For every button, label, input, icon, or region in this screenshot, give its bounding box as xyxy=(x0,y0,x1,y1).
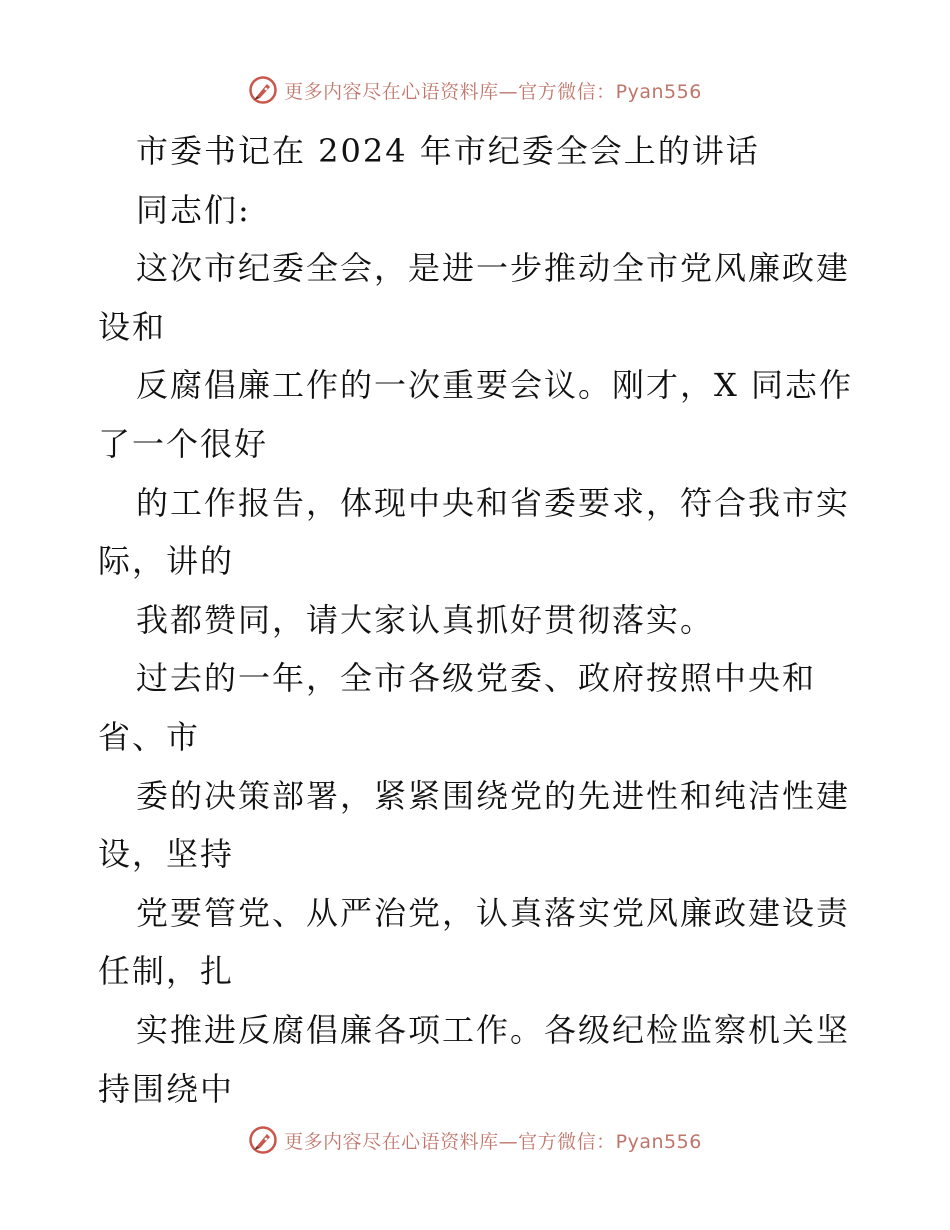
footer-banner xyxy=(0,1122,950,1158)
text-line: 反腐倡廉工作的一次重要会议。刚才，X 同志作 xyxy=(136,366,853,405)
text-line: 委的决策部署，紧紧围绕党的先进性和纯洁性建 xyxy=(136,776,851,815)
pen-nib-logo-icon xyxy=(248,75,278,105)
document-body xyxy=(98,122,858,1118)
text-line: 持围绕中 xyxy=(98,1069,235,1108)
text-line: 设和 xyxy=(98,307,167,346)
text-line: 实推进反腐倡廉各项工作。各级纪检监察机关坚 xyxy=(136,1010,851,1049)
header-banner-text: 更多内容尽在心语资料库—官方微信：Pyan556 xyxy=(284,80,702,103)
pen-nib-logo-icon xyxy=(248,1125,278,1155)
text-line: 的工作报告，体现中央和省委要求，符合我市实 xyxy=(136,483,851,522)
footer-banner-text: 更多内容尽在心语资料库—官方微信：Pyan556 xyxy=(284,1130,702,1153)
text-line: 省、市 xyxy=(98,717,201,756)
header-banner xyxy=(0,72,950,108)
text-line: 任制，扎 xyxy=(98,952,235,991)
document-title: 市委书记在 2024 年市纪委全会上的讲话 xyxy=(136,132,760,170)
text-line: 我都赞同，请大家认真抓好贯彻落实。 xyxy=(136,600,715,639)
text-line: 际，讲的 xyxy=(98,542,235,581)
text-line: 设，坚持 xyxy=(98,835,235,874)
text-line: 党要管党、从严治党，认真落实党风廉政建设责 xyxy=(136,893,851,932)
text-line: 同志们: xyxy=(136,190,251,229)
text-line: 这次市纪委全会，是进一步推动全市党风廉政建 xyxy=(136,249,851,288)
text-line: 过去的一年，全市各级党委、政府按照中央和 xyxy=(136,659,817,698)
text-line: 了一个很好 xyxy=(98,424,269,463)
